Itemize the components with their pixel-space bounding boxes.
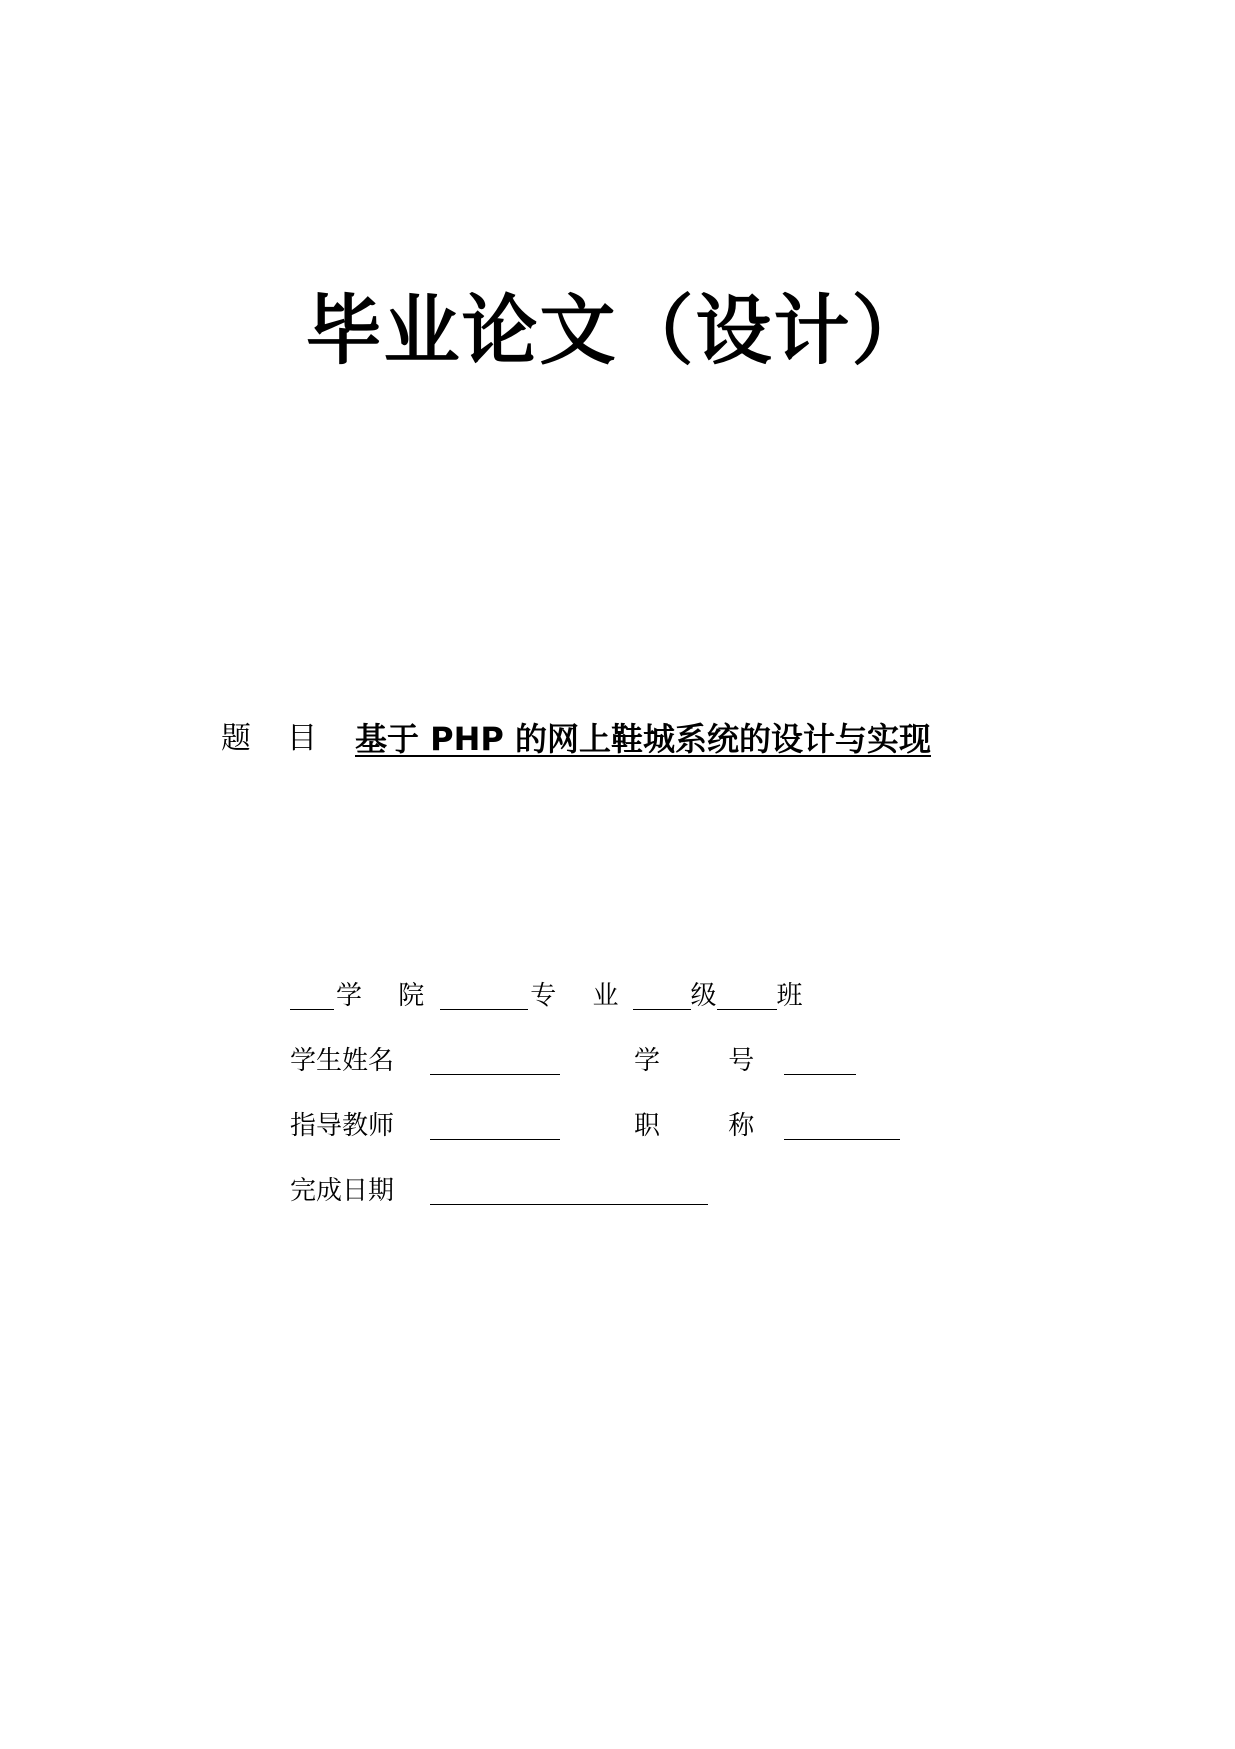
grade-label: 级: [690, 981, 717, 1011]
class-blank[interactable]: [717, 981, 777, 1010]
advisor-blank[interactable]: [430, 1111, 560, 1140]
thesis-title: 基于 PHP 的网上鞋城系统的设计与实现: [355, 720, 931, 758]
grade-blank[interactable]: [633, 981, 691, 1010]
job-title-label: 职 称: [634, 1111, 785, 1141]
date-blank[interactable]: [430, 1176, 708, 1205]
job-title-blank[interactable]: [784, 1111, 900, 1140]
major-label: 专 业: [530, 981, 633, 1011]
student-name-label: 学生姓名: [290, 1046, 395, 1076]
date-label: 完成日期: [290, 1176, 395, 1206]
info-row-student: [290, 1039, 856, 1079]
class-label: 班: [776, 981, 803, 1011]
college-blank[interactable]: [290, 981, 334, 1010]
college-label: 学 院: [336, 981, 439, 1011]
student-id-label: 学 号: [634, 1046, 785, 1076]
info-row-advisor: [290, 1104, 900, 1144]
major-blank[interactable]: [440, 981, 528, 1010]
subject-label: 题目: [221, 721, 353, 756]
student-id-blank[interactable]: [784, 1046, 856, 1075]
info-row-college: [290, 974, 803, 1014]
student-name-blank[interactable]: [430, 1046, 560, 1075]
info-row-date: [290, 1169, 708, 1209]
page-title: 毕业论文（设计）: [305, 286, 930, 375]
subject-row: [221, 714, 931, 764]
advisor-label: 指导教师: [290, 1111, 395, 1141]
